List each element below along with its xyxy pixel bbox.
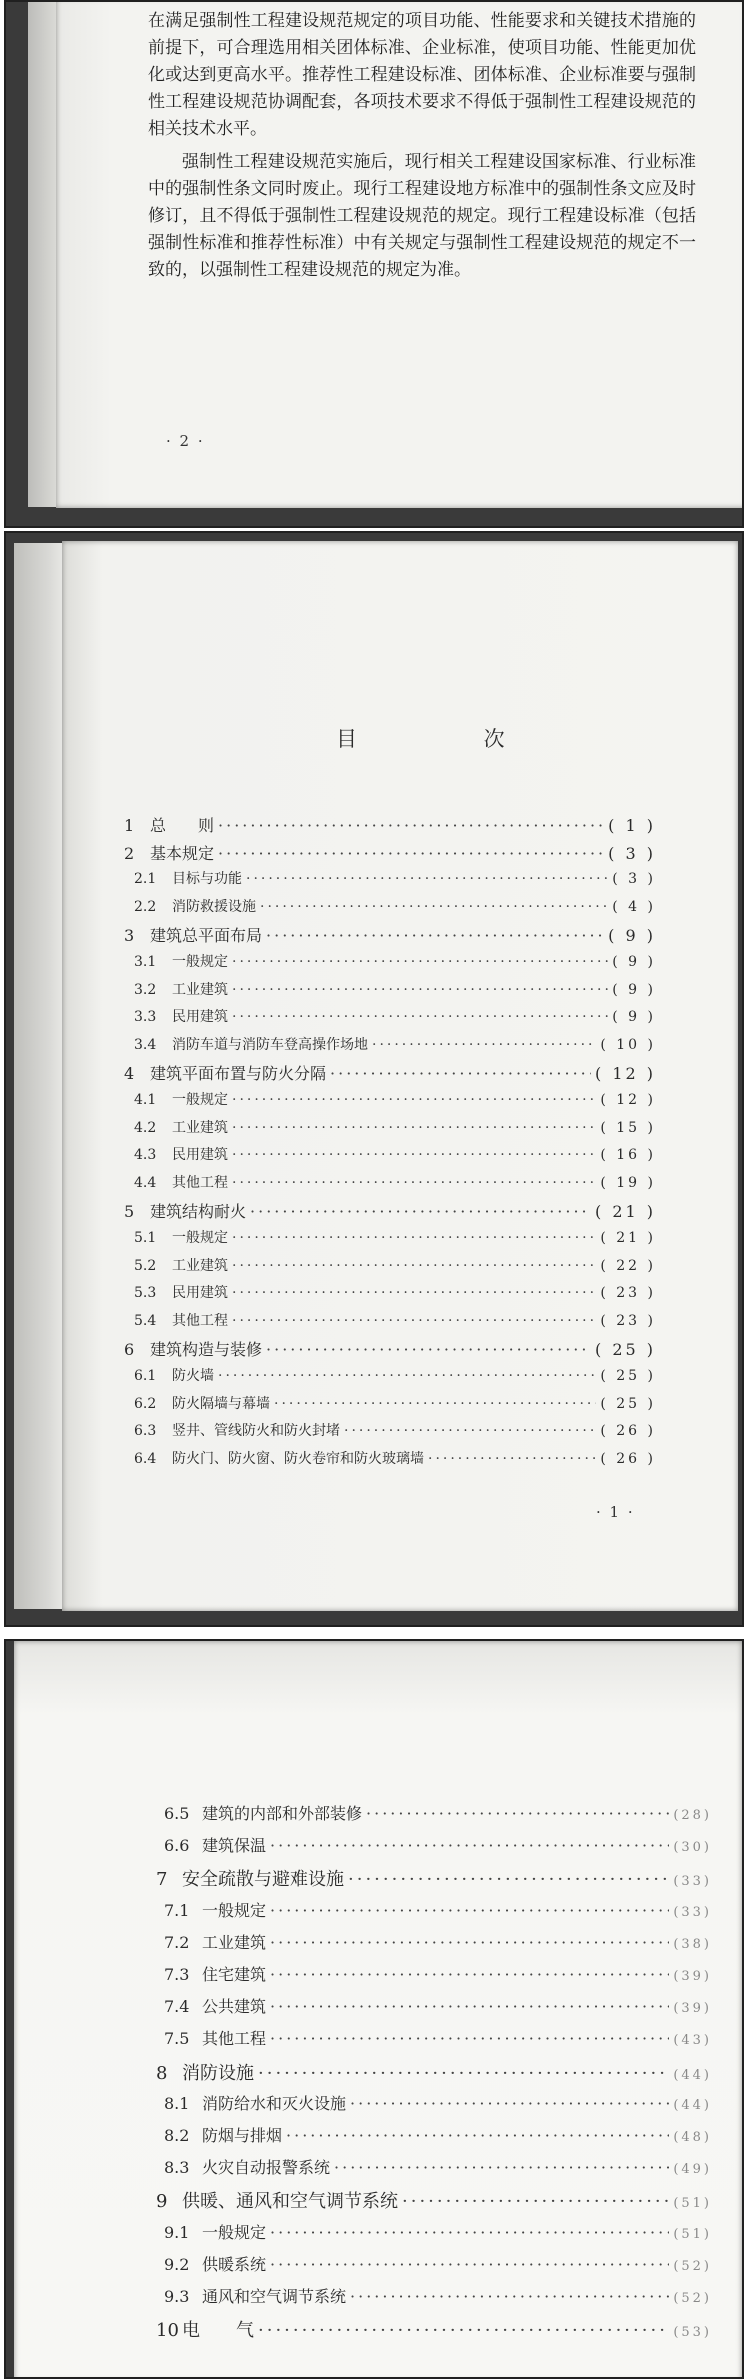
leader-dots — [232, 982, 608, 998]
contents-entry-number: 9.3 — [164, 2287, 190, 2306]
leader-dots — [232, 1285, 596, 1301]
leader-dots — [402, 2191, 669, 2212]
contents-section-row — [164, 2220, 712, 2243]
contents-entry-page: ( 25 ) — [594, 1340, 656, 1360]
contents-entry-page: (33) — [673, 1874, 712, 1890]
leader-dots — [270, 1836, 669, 1855]
page-photo-foreword — [4, 0, 744, 528]
contents-entry-label: 总 则 — [150, 816, 215, 835]
contents-section-row — [134, 1117, 656, 1137]
contents-section-row — [164, 2123, 712, 2146]
book-page-edge — [14, 543, 64, 1609]
contents-entry-label: 建筑总平面布局 — [150, 926, 263, 946]
contents-entry-page: ( 4 ) — [612, 898, 656, 915]
contents-section-row — [164, 1930, 712, 1953]
leader-dots — [250, 1202, 591, 1221]
contents-entry-number: 8.1 — [164, 2093, 190, 2113]
contents-entry-number: 8 — [156, 2062, 168, 2084]
contents-section-row — [134, 1420, 656, 1440]
leader-dots — [270, 2223, 669, 2242]
contents-entry-page: ( 15 ) — [600, 1119, 656, 1136]
contents-entry-label: 消防给水和灭火设施 — [202, 2093, 347, 2113]
contents-entry-label: 基本规定 — [150, 843, 215, 863]
contents-section-row — [164, 2252, 712, 2275]
contents-chapter-row — [124, 1337, 656, 1360]
leader-dots — [344, 1423, 596, 1439]
contents-entry-page: ( 12 ) — [594, 1064, 656, 1084]
book-page-edge — [28, 2, 58, 507]
contents-entry-page: (39) — [673, 1969, 712, 1984]
contents-section-row — [164, 2284, 712, 2307]
contents-entry-number: 5.3 — [134, 1285, 157, 1302]
contents-chapter-row — [156, 2316, 712, 2342]
contents-entry-page: ( 25 ) — [600, 1395, 656, 1412]
contents-section-row — [134, 1393, 656, 1413]
leader-dots — [350, 2094, 669, 2113]
contents-entry-label: 公共建筑 — [202, 1997, 267, 2017]
contents-entry-number: 9 — [156, 2191, 168, 2213]
contents-chapter-row — [124, 923, 656, 946]
contents-entry-label: 防火门、防火窗、防火卷帘和防火玻璃墙 — [172, 1450, 424, 1467]
contents-section-row — [164, 1801, 712, 1824]
contents-entry-label: 一般规定 — [172, 954, 228, 970]
contents-entry-label: 目标与功能 — [172, 871, 242, 888]
contents-entry-page: (52) — [673, 2258, 712, 2274]
contents-entry-label: 其他工程 — [172, 1312, 228, 1329]
page-number: · 1 · — [596, 1503, 635, 1521]
contents-entry-label: 供暖、通风和空气调节系统 — [182, 2191, 398, 2213]
contents-entry-number: 8.2 — [164, 2126, 190, 2145]
contents-section-row — [134, 1255, 656, 1275]
contents-entry-number: 4.1 — [134, 1092, 157, 1108]
contents-entry-page: ( 16 ) — [600, 1147, 656, 1164]
contents-entry-label: 工业建筑 — [172, 1257, 228, 1274]
foreword-paragraph-1: 在满足强制性工程建设规范规定的项目功能、性能要求和关键技术措施的前提下，可合理选用相关团体标准、企业标准，使项目功能、性能更加优化或达到更高水平。推荐性工程建设标准、团体标准、企业标准要与强制性工程建设规范协调配套，各项技术要求不得低于强制性工程建设规范的相关技术水平。 — [148, 11, 696, 139]
leader-dots — [274, 1396, 596, 1412]
contents-entry-number: 2.1 — [134, 871, 157, 888]
contents-entry-number: 1 — [124, 816, 135, 835]
contents-entry-label: 消防车道与消防车登高操作场地 — [172, 1036, 368, 1053]
contents-section-row — [164, 1994, 712, 2017]
contents-section-row — [134, 1282, 656, 1302]
contents-entry-page: ( 3 ) — [608, 843, 656, 863]
leader-dots — [270, 2029, 669, 2048]
contents-entry-page: ( 26 ) — [600, 1423, 656, 1440]
leader-dots — [258, 2320, 669, 2341]
contents-entry-label: 民用建筑 — [172, 1009, 228, 1026]
leader-dots — [218, 816, 604, 835]
contents-entry-label: 建筑保温 — [202, 1836, 267, 1856]
contents-entry-page: ( 21 ) — [594, 1202, 656, 1222]
contents-entry-label: 建筑的内部和外部装修 — [202, 1804, 363, 1823]
contents-entry-number: 3.4 — [134, 1036, 157, 1053]
contents-chapter-row — [156, 2187, 712, 2213]
contents-entry-label: 一般规定 — [202, 2222, 267, 2242]
leader-dots — [258, 2063, 669, 2084]
contents-entry-page: ( 9 ) — [608, 926, 656, 946]
contents-entry-number: 5.1 — [134, 1230, 157, 1246]
contents-entry-label: 一般规定 — [172, 1230, 228, 1246]
contents-entry-label: 一般规定 — [172, 1092, 228, 1108]
contents-entry-page: (52) — [673, 2291, 712, 2306]
leader-dots — [266, 926, 604, 945]
contents-entry-page: (44) — [673, 2067, 712, 2083]
contents-entry-number: 4.2 — [134, 1119, 157, 1136]
contents-entry-label: 一般规定 — [202, 1900, 267, 1920]
contents-entry-number: 3 — [124, 926, 135, 946]
contents-entry-label: 电 气 — [182, 2320, 254, 2342]
contents-entry-number: 4.4 — [134, 1174, 157, 1191]
leader-dots — [232, 1175, 596, 1191]
contents-entry-label: 防火隔墙与幕墙 — [172, 1395, 270, 1412]
contents-section-row — [134, 1310, 656, 1330]
contents-chapter-row — [124, 1061, 656, 1084]
contents-entry-page: (38) — [673, 1936, 712, 1952]
contents-entry-number: 7 — [156, 1869, 168, 1891]
leader-dots — [232, 1230, 596, 1246]
contents-chapter-row — [156, 2059, 712, 2085]
contents-section-row — [164, 1962, 712, 1985]
contents-entry-page: ( 12 ) — [600, 1092, 656, 1108]
contents-entry-label: 防火墙 — [172, 1368, 214, 1384]
leader-dots — [330, 1064, 591, 1083]
leader-dots — [218, 844, 604, 863]
contents-section-row — [134, 1172, 656, 1192]
contents-entry-label: 其他工程 — [202, 2029, 267, 2049]
contents-entry-label: 安全疏散与避难设施 — [182, 1869, 344, 1891]
contents-entry-number: 6.6 — [164, 1836, 190, 1856]
leader-dots — [334, 2158, 669, 2177]
contents-entry-number: 6 — [124, 1340, 135, 1360]
leader-dots — [232, 1092, 596, 1108]
leader-dots — [270, 1965, 669, 1984]
page-number: · 2 · — [166, 432, 205, 450]
contents-entry-page: (28) — [673, 1808, 712, 1823]
contents-entry-number: 7.3 — [164, 1965, 190, 1984]
contents-entry-label: 住宅建筑 — [202, 1965, 267, 1984]
leader-dots — [260, 899, 608, 915]
contents-section-row — [164, 1898, 712, 1921]
contents-entry-page: (49) — [673, 2162, 712, 2178]
contents-entry-page: (48) — [673, 2130, 712, 2145]
contents-section-row — [134, 979, 656, 999]
contents-chapter-row — [124, 841, 656, 864]
contents-entry-number: 7.5 — [164, 2029, 190, 2049]
contents-chapter-row — [156, 1865, 712, 1891]
contents-entry-page: ( 9 ) — [612, 954, 656, 970]
leader-dots — [270, 1997, 669, 2016]
contents-entry-number: 6.1 — [134, 1368, 157, 1384]
contents-entry-number: 3.1 — [134, 954, 157, 970]
contents-entry-number: 3.3 — [134, 1009, 157, 1026]
contents-entry-label: 供暖系统 — [202, 2254, 267, 2274]
leader-dots — [428, 1451, 596, 1467]
leader-dots — [270, 1933, 669, 1952]
contents-entry-number: 7.2 — [164, 1932, 190, 1952]
contents-entry-number: 6.3 — [134, 1423, 157, 1440]
contents-entry-page: ( 9 ) — [612, 1009, 656, 1026]
contents-entry-page: (30) — [673, 1840, 712, 1856]
contents-entry-number: 7.4 — [164, 1997, 190, 2017]
leader-dots — [232, 1313, 596, 1329]
contents-entry-page: ( 19 ) — [600, 1174, 656, 1191]
contents-entry-number: 6.4 — [134, 1450, 157, 1467]
contents-entry-page: ( 21 ) — [600, 1230, 656, 1246]
contents-entry-page: ( 9 ) — [612, 981, 656, 998]
contents-entry-page: ( 22 ) — [600, 1257, 656, 1274]
contents-entry-label: 工业建筑 — [172, 981, 228, 998]
contents-entry-label: 工业建筑 — [172, 1119, 228, 1136]
contents-entry-number: 7.1 — [164, 1900, 190, 1920]
contents-entry-number: 9.2 — [164, 2254, 190, 2274]
foreword-paragraph-2: 强制性工程建设规范实施后，现行相关工程建设国家标准、行业标准中的强制性条文同时废止。现行工程建设地方标准中的强制性条文应及时修订，且不得低于强制性工程建设规范的规定。现行工程建设标准（包括强制性标准和推荐性标准）中有关规定与强制性工程建设规范的规定不一致的，以强制性工程建设规范的规定为准。 — [148, 152, 696, 280]
contents-entry-label: 民用建筑 — [172, 1147, 228, 1164]
contents-section-row — [134, 1034, 656, 1054]
contents-section-row — [134, 868, 656, 888]
contents-section-row — [134, 1365, 656, 1385]
leader-dots — [266, 1340, 591, 1359]
contents-entry-page: (53) — [673, 2325, 712, 2341]
contents-entry-page: ( 1 ) — [608, 816, 656, 835]
contents-section-row — [164, 1833, 712, 1856]
contents-entry-label: 其他工程 — [172, 1174, 228, 1191]
leader-dots — [232, 954, 608, 970]
contents-section-row — [134, 951, 656, 971]
leader-dots — [246, 871, 608, 887]
contents-section-row — [164, 2091, 712, 2114]
foreword-text — [148, 8, 696, 284]
contents-entry-page: ( 23 ) — [600, 1285, 656, 1302]
contents-section-row — [134, 1227, 656, 1247]
contents-entry-page: ( 25 ) — [600, 1368, 656, 1384]
contents-chapter-row — [124, 1199, 656, 1222]
leader-dots — [232, 1147, 596, 1163]
contents-entry-label: 建筑结构耐火 — [150, 1202, 247, 1222]
leader-dots — [286, 2126, 669, 2145]
contents-entry-label: 建筑平面布置与防火分隔 — [150, 1064, 327, 1084]
contents-entry-page: (51) — [673, 2196, 712, 2212]
contents-section-row — [134, 896, 656, 916]
contents-title: 目 次 — [336, 727, 565, 751]
leader-dots — [366, 1804, 669, 1823]
contents-section-row — [164, 2026, 712, 2049]
contents-section-row — [134, 1006, 656, 1026]
contents-entry-number: 4 — [124, 1064, 135, 1084]
leader-dots — [218, 1368, 596, 1384]
contents-entry-number: 9.1 — [164, 2222, 190, 2242]
contents-entry-page: (44) — [673, 2097, 712, 2113]
leader-dots — [232, 1009, 608, 1025]
contents-section-row — [134, 1144, 656, 1164]
contents-section-row — [134, 1448, 656, 1468]
contents-entry-number: 5.4 — [134, 1312, 157, 1329]
contents-entry-page: (33) — [673, 1904, 712, 1920]
contents-entry-number: 4.3 — [134, 1147, 157, 1164]
page-photo-contents-2 — [4, 1639, 744, 2379]
contents-entry-number: 2.2 — [134, 898, 157, 915]
contents-entry-number: 5 — [124, 1202, 135, 1222]
contents-entry-label: 消防设施 — [182, 2062, 254, 2084]
contents-entry-label: 防烟与排烟 — [202, 2126, 283, 2145]
contents-entry-page: (39) — [673, 2001, 712, 2017]
leader-dots — [348, 1869, 669, 1890]
contents-section-row — [164, 2155, 712, 2178]
leader-dots — [232, 1258, 596, 1274]
contents-entry-number: 8.3 — [164, 2158, 190, 2178]
contents-entry-page: (51) — [673, 2226, 712, 2242]
page-photo-contents-1 — [4, 531, 744, 1627]
leader-dots — [270, 1901, 669, 1920]
contents-entry-page: ( 23 ) — [600, 1312, 656, 1329]
leader-dots — [372, 1037, 596, 1053]
contents-entry-label: 火灾自动报警系统 — [202, 2158, 331, 2178]
contents-entry-number: 5.2 — [134, 1257, 157, 1274]
contents-entry-label: 通风和空气调节系统 — [202, 2287, 347, 2306]
contents-entry-page: ( 3 ) — [612, 871, 656, 888]
contents-entry-number: 6.2 — [134, 1395, 157, 1412]
contents-section-row — [134, 1089, 656, 1109]
contents-entry-page: ( 26 ) — [600, 1450, 656, 1467]
contents-chapter-row — [124, 813, 656, 836]
contents-entry-number: 10 — [156, 2320, 179, 2342]
contents-entry-page: ( 10 ) — [600, 1036, 656, 1053]
contents-entry-label: 消防救援设施 — [172, 898, 256, 915]
contents-entry-label: 民用建筑 — [172, 1285, 228, 1302]
contents-entry-label: 建筑构造与装修 — [150, 1340, 263, 1360]
contents-entry-page: (43) — [673, 2033, 712, 2049]
leader-dots — [232, 1120, 596, 1136]
leader-dots — [350, 2287, 669, 2306]
leader-dots — [270, 2255, 669, 2274]
contents-entry-number: 3.2 — [134, 981, 157, 998]
contents-entry-number: 2 — [124, 843, 135, 863]
contents-entry-number: 6.5 — [164, 1804, 190, 1823]
contents-entry-label: 竖井、管线防火和防火封堵 — [172, 1423, 340, 1440]
contents-entry-label: 工业建筑 — [202, 1932, 267, 1952]
